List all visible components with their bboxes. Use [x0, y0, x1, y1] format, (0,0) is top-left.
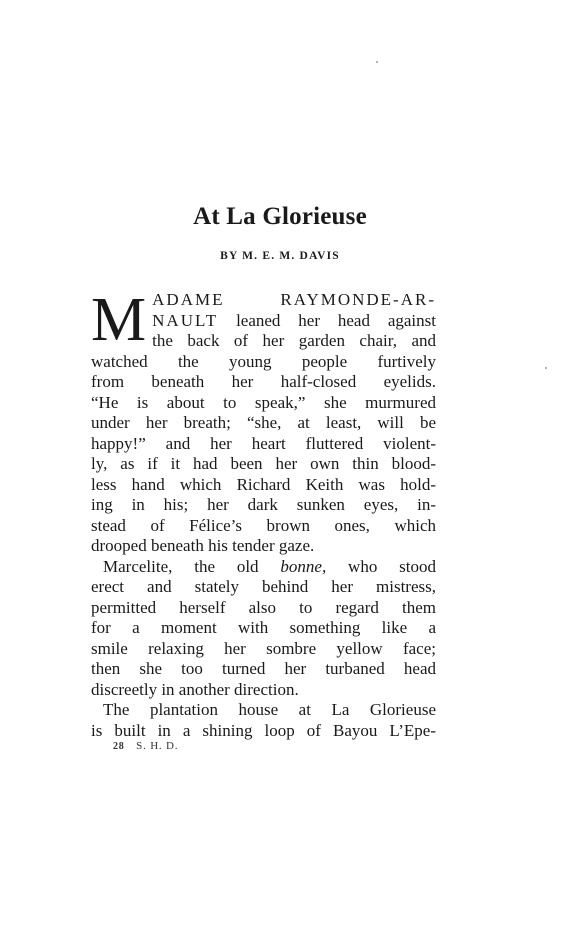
text-line-part: ADAME RAYMONDE-AR-	[152, 290, 436, 309]
text-line-part: for a moment with something like a	[91, 618, 436, 637]
text-line	[91, 680, 436, 701]
text-line-part: stead of Félice’s brown ones, which	[91, 515, 436, 535]
text-line-part: permitted herself also to regard them	[91, 597, 436, 617]
text-line-part: under her breath; “she, at least, will be	[91, 413, 436, 432]
text-line	[152, 331, 436, 352]
text-line-part: drooped beneath his tender gaze.	[91, 536, 315, 555]
page-speck	[545, 367, 547, 369]
article-body	[91, 286, 436, 741]
text-line	[91, 598, 436, 619]
text-line	[91, 577, 436, 598]
text-line	[91, 495, 436, 516]
article-title: At La Glorieuse	[193, 203, 367, 230]
text-line-part: the back of her garden chair, and	[152, 331, 436, 350]
text-line	[91, 639, 436, 660]
text-line-part: “He is about to speak,” she murmured	[91, 392, 436, 412]
text-line	[91, 618, 436, 639]
text-line	[91, 454, 436, 475]
text-line	[91, 372, 436, 393]
text-line	[91, 475, 436, 496]
text-line	[91, 352, 436, 373]
text-line-part: discreetly in another direction.	[91, 679, 299, 699]
drop-cap: M	[91, 286, 147, 354]
text-line-part: erect and stately behind her mistress,	[91, 577, 436, 596]
text-line	[91, 413, 436, 434]
text-line	[91, 557, 436, 578]
text-line	[91, 516, 436, 537]
text-line-part: then she too turned her turbaned head	[91, 659, 436, 678]
text-line	[91, 700, 436, 721]
text-line-part: watched the young people furtively	[91, 351, 436, 371]
text-line-part: less hand which Richard Keith was hold-	[91, 474, 436, 494]
article-byline: BY M. E. M. DAVIS	[220, 250, 340, 262]
text-line-part: happy!” and her heart fluttered violent-	[91, 433, 436, 453]
text-line	[91, 659, 436, 680]
text-line-part: leaned her head against	[218, 310, 436, 330]
signature-number: 28	[113, 741, 125, 752]
text-line	[91, 536, 436, 557]
signature-mark: S. H. D.	[136, 740, 179, 752]
text-line-part: Marcelite, the old	[103, 556, 281, 576]
text-line-part: ly, as if it had been her own thin blood-	[91, 454, 436, 473]
text-line	[152, 311, 436, 332]
text-line	[91, 393, 436, 414]
text-line-part: The plantation house at La Glorieuse	[103, 700, 436, 719]
text-line	[91, 434, 436, 455]
text-line	[91, 721, 436, 742]
text-line-part: from beneath her half-closed eyelids.	[91, 372, 436, 391]
page-speck	[376, 61, 378, 63]
text-line-part: smile relaxing her sombre yellow face;	[91, 638, 436, 658]
text-line-part: NAULT	[152, 310, 219, 330]
text-line-part: ing in his; her dark sunken eyes, in-	[91, 495, 436, 514]
text-line	[152, 290, 436, 311]
text-line-part: who stood	[326, 556, 436, 576]
text-line-part: is built in a shining loop of Bayou L’Epe-	[91, 720, 436, 740]
printer-signature	[113, 740, 178, 752]
text-line-part: bonne,	[280, 556, 327, 576]
